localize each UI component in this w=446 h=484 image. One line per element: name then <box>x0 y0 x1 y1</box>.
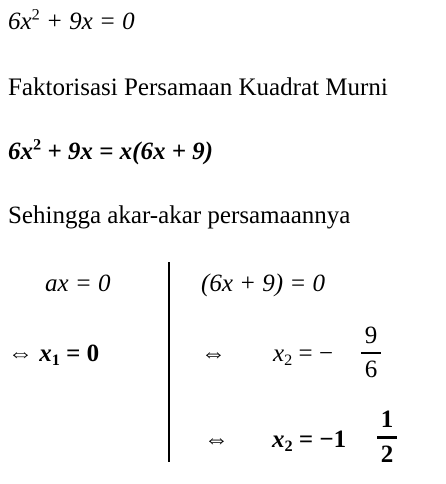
eq2-rest: + 9x = x(6x + 9) <box>41 138 214 165</box>
fraction-one-half <box>377 406 397 469</box>
x2a-var: x <box>273 340 285 367</box>
x2b-rest: = −1 <box>292 426 347 453</box>
fraction-numerator: 1 <box>380 406 394 433</box>
fraction-denominator: 6 <box>364 356 378 383</box>
x2a-subscript: 2 <box>284 351 293 370</box>
fraction-numerator: 9 <box>364 322 378 349</box>
x2b-var: x <box>272 426 285 453</box>
eq2-lhs: 6x <box>8 138 33 165</box>
x1-rest: = 0 <box>59 340 100 367</box>
eq1-lhs: 6x <box>8 8 32 35</box>
left-root-x1 <box>8 340 99 368</box>
right-root-x2-fraction <box>273 340 333 368</box>
left-equation-1: ax = 0 <box>45 270 111 297</box>
fraction-bar <box>377 436 397 439</box>
roots-intro-text: Sehingga akar-akar persamaannya <box>8 202 351 229</box>
eq2-exponent: 2 <box>33 135 42 154</box>
section-heading: Faktorisasi Persamaan Kuadrat Murni <box>8 74 388 101</box>
equation-original <box>8 5 135 36</box>
x1-subscript: 1 <box>51 351 60 370</box>
eq1-rest: + 9x = 0 <box>39 8 135 35</box>
right-root-x2-mixed <box>272 426 346 454</box>
x1-var: x <box>39 340 52 367</box>
fraction-denominator: 2 <box>380 441 394 468</box>
x2b-subscript: 2 <box>284 437 293 456</box>
equivalence-symbol: ⇔ <box>8 340 33 367</box>
x2a-rest: = − <box>292 340 333 367</box>
eq1-exponent: 2 <box>31 5 40 24</box>
fraction-nine-sixths <box>361 322 381 384</box>
equation-factored <box>8 135 214 166</box>
equivalence-symbol-3: ⇔ <box>204 426 229 453</box>
fraction-bar <box>361 352 381 354</box>
column-divider <box>168 262 170 462</box>
right-equation-1: (6x + 9) = 0 <box>201 270 325 297</box>
equivalence-symbol-2: ⇔ <box>201 340 226 367</box>
